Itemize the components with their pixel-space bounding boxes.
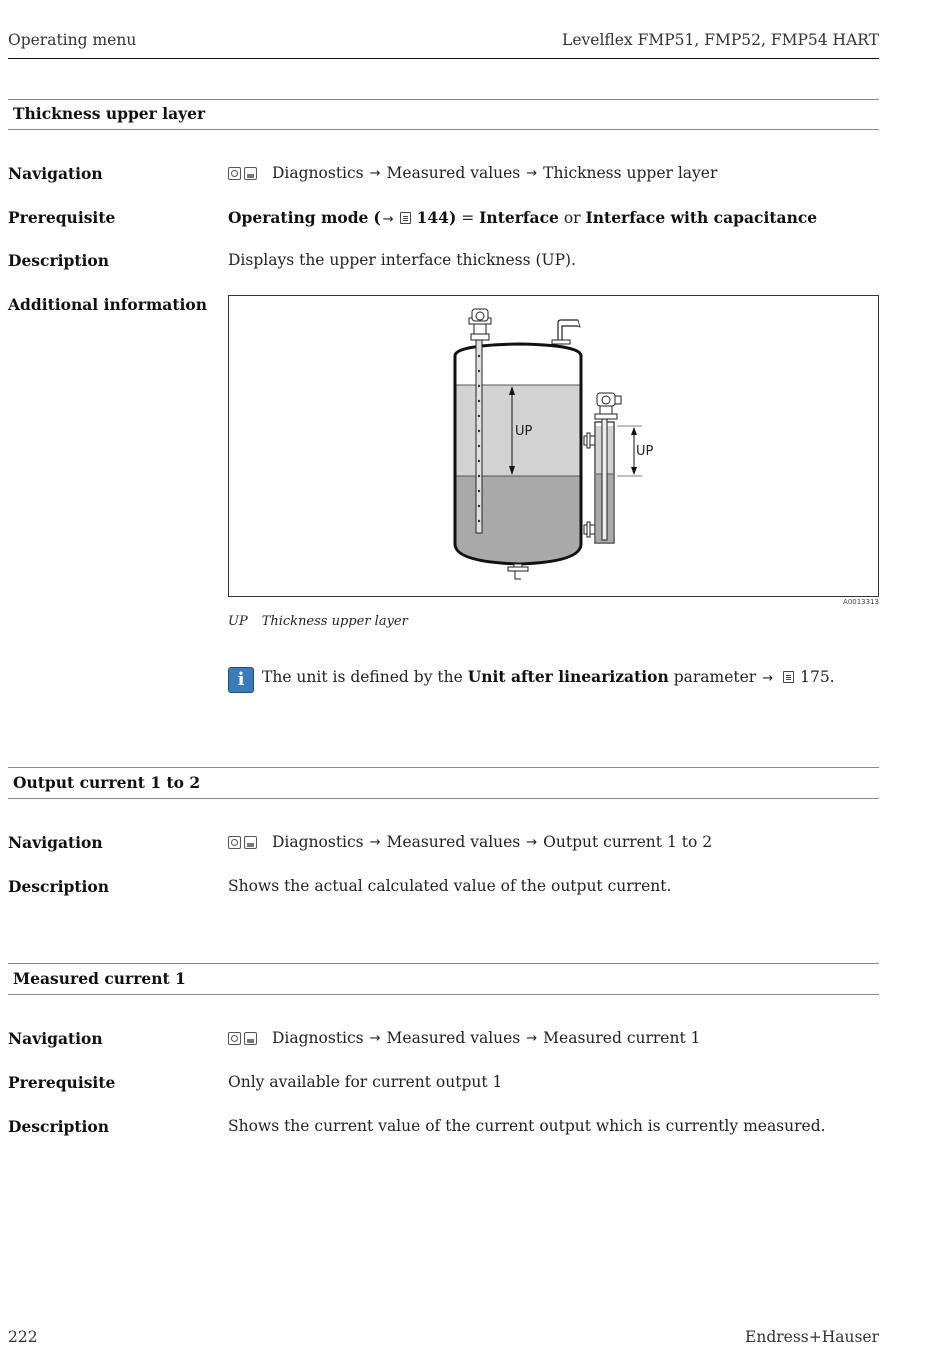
navigation-label: Navigation xyxy=(8,164,103,183)
note-page-ref[interactable]: 175. xyxy=(800,668,835,686)
caption-key: UP xyxy=(228,614,248,629)
nav-display-icon xyxy=(244,167,257,180)
nav-path-item[interactable]: Measured values xyxy=(386,833,521,851)
prerequisite-page-ref[interactable]: 144 xyxy=(416,208,449,227)
lower-layer xyxy=(456,476,580,563)
section-title-output-current: Output current 1 to 2 xyxy=(13,773,201,792)
book-reference-icon xyxy=(783,671,794,683)
caption-text: Thickness upper layer xyxy=(261,614,408,629)
section-title-thickness-upper-layer: Thickness upper layer xyxy=(13,104,206,123)
arrow-right-icon: → xyxy=(369,1030,381,1046)
note-suffix: parameter xyxy=(673,668,757,686)
description-text: Shows the actual calculated value of the output current. xyxy=(228,877,672,895)
nav-path-item[interactable]: Thickness upper layer xyxy=(543,164,718,182)
figure-caption xyxy=(228,614,408,629)
up-label-tank: UP xyxy=(515,424,533,439)
prerequisite-param[interactable]: Operating mode xyxy=(228,208,369,227)
nav-path-item[interactable]: Measured values xyxy=(386,1029,521,1047)
nav-path-item[interactable]: Measured current 1 xyxy=(543,1029,701,1047)
prerequisite-option-1: Interface xyxy=(479,208,559,227)
description-text: Displays the upper interface thickness (UP). xyxy=(228,251,577,269)
section-bottom-rule xyxy=(8,129,879,130)
paren-close: ) xyxy=(448,208,457,227)
nav-operating-icon xyxy=(228,1032,241,1045)
section-top-rule xyxy=(8,963,879,964)
navigation-path xyxy=(228,164,717,182)
nav-icons xyxy=(228,836,257,849)
navigation-path xyxy=(228,833,712,851)
info-icon: i xyxy=(228,667,254,693)
book-reference-icon xyxy=(400,212,411,224)
additional-information-label: Additional information xyxy=(8,295,208,314)
header-section-title: Operating menu xyxy=(8,31,137,49)
prerequisite-label: Prerequisite xyxy=(8,1073,116,1092)
nav-path-item[interactable]: Measured values xyxy=(386,164,521,182)
tank-diagram xyxy=(229,296,878,596)
arrow-right-icon: → xyxy=(526,834,538,850)
nav-display-icon xyxy=(244,1032,257,1045)
nav-path-item[interactable]: Output current 1 to 2 xyxy=(543,833,713,851)
up-label-bypass: UP xyxy=(636,444,654,459)
description-text: Shows the current value of the current output which is currently measured. xyxy=(228,1117,826,1135)
or-text: or xyxy=(563,209,581,227)
section-top-rule xyxy=(8,99,879,100)
brand-name: Endress+Hauser xyxy=(745,1328,879,1346)
prerequisite-label: Prerequisite xyxy=(8,208,116,227)
nav-display-icon xyxy=(244,836,257,849)
navigation-label: Navigation xyxy=(8,833,103,852)
figure-id: A0013313 xyxy=(843,598,879,606)
nav-icons xyxy=(228,1032,257,1045)
arrow-right-icon: → xyxy=(762,671,774,686)
paren-open: ( xyxy=(373,208,381,227)
tank-figure xyxy=(228,295,879,597)
section-top-rule xyxy=(8,767,879,768)
equals-sign: = xyxy=(461,209,475,227)
section-bottom-rule xyxy=(8,994,879,995)
navigation-label: Navigation xyxy=(8,1029,103,1048)
section-bottom-rule xyxy=(8,798,879,799)
arrow-right-icon: → xyxy=(369,165,381,181)
section-title-measured-current: Measured current 1 xyxy=(13,969,186,988)
nav-operating-icon xyxy=(228,836,241,849)
nav-icons xyxy=(228,167,257,180)
arrow-right-icon: → xyxy=(526,165,538,181)
note-prefix: The unit is defined by the xyxy=(262,668,463,686)
page-number: 222 xyxy=(8,1328,38,1346)
prerequisite-option-2: Interface with capacitance xyxy=(585,208,818,227)
note-param[interactable]: Unit after linearization xyxy=(467,667,669,686)
arrow-right-icon: → xyxy=(382,212,394,227)
nav-path-item[interactable]: Diagnostics xyxy=(272,1029,364,1047)
arrow-right-icon: → xyxy=(526,1030,538,1046)
info-note xyxy=(262,667,835,686)
description-label: Description xyxy=(8,1117,110,1136)
nav-path-item[interactable]: Diagnostics xyxy=(272,833,364,851)
prerequisite-value xyxy=(228,208,817,227)
prerequisite-text: Only available for current output 1 xyxy=(228,1073,503,1091)
description-label: Description xyxy=(8,251,110,270)
nav-operating-icon xyxy=(228,167,241,180)
header-product-name: Levelflex FMP51, FMP52, FMP54 HART xyxy=(562,31,879,49)
navigation-path xyxy=(228,1029,700,1047)
description-label: Description xyxy=(8,877,110,896)
nav-path-item[interactable]: Diagnostics xyxy=(272,164,364,182)
arrow-right-icon: → xyxy=(369,834,381,850)
header-divider xyxy=(8,58,879,59)
